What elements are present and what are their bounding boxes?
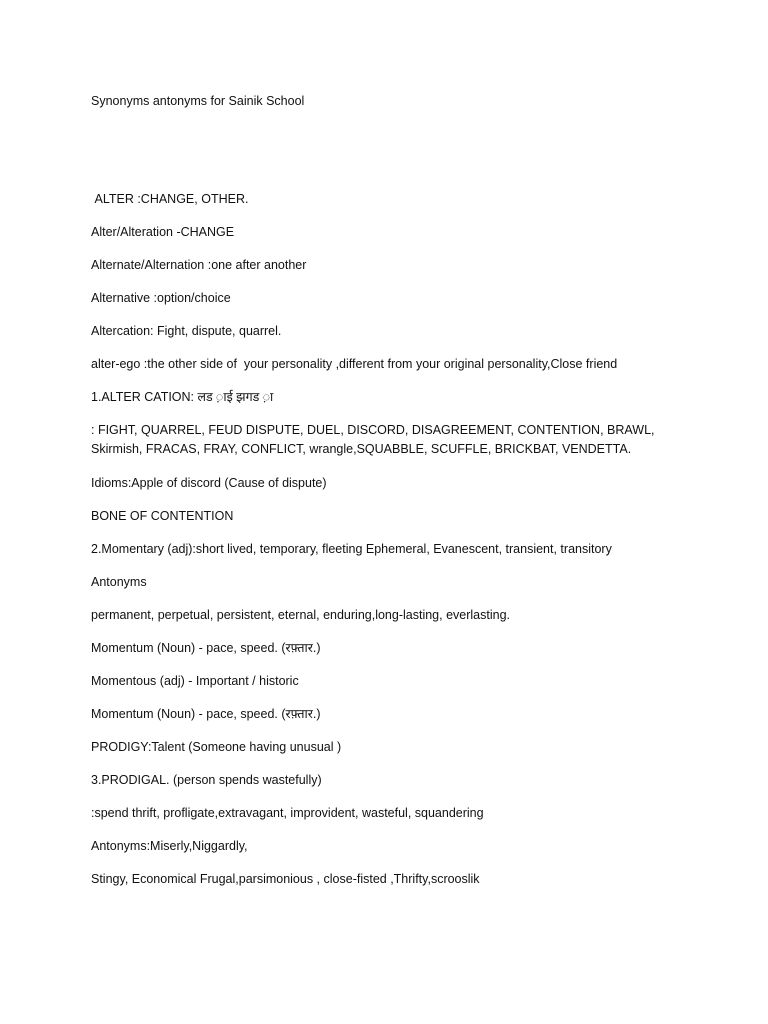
text-line-momentum-repeat: Momentum (Noun) - pace, speed. (रफ़्तार.)	[91, 707, 321, 721]
text-line-prodigal-antonyms: Antonyms:Miserly,Niggardly,	[91, 839, 248, 853]
text-line-alter-ego: alter-ego :the other side of your personality ,different from your original personality,Close friend	[91, 357, 618, 371]
text-line-alternate: Alternate/Alternation :one after another	[91, 258, 307, 272]
text-line-altercation-synonyms: : FIGHT, QUARREL, FEUD DISPUTE, DUEL, DISCORD, DISAGREEMENT, CONTENTION, BRAWL, Skirmish, FRACAS, FRAY, CONFLICT, wrangle,SQUABBLE, SCUFFLE, BRICKBAT, VENDETTA.	[91, 423, 658, 456]
text-line-alteration: Alter/Alteration -CHANGE	[91, 225, 235, 239]
text-line-altercation: Altercation: Fight, dispute, quarrel.	[91, 324, 282, 338]
text-line-stingy: Stingy, Economical Frugal,parsimonious , close-fisted ,Thrifty,scrooslik	[91, 872, 480, 886]
text-line-momentum: Momentum (Noun) - pace, speed. (रफ़्तार.)	[91, 641, 321, 655]
text-line-prodigal: 3.PRODIGAL. (person spends wastefully)	[91, 773, 322, 787]
document-title: Synonyms antonyms for Sainik School	[91, 94, 305, 108]
text-line-bone-of-contention: BONE OF CONTENTION	[91, 509, 234, 523]
text-line-alternative: Alternative :option/choice	[91, 291, 231, 305]
text-line-altercation-hindi: 1.ALTER CATION: लड ़ाई झगड ़ा	[91, 390, 274, 404]
text-line-momentary: 2.Momentary (adj):short lived, temporary, fleeting Ephemeral, Evanescent, transient, transitory	[91, 542, 612, 556]
text-line-momentary-antonyms: permanent, perpetual, persistent, eternal, enduring,long-lasting, everlasting.	[91, 608, 511, 622]
text-line-prodigal-synonyms: :spend thrift, profligate,extravagant, improvident, wasteful, squandering	[91, 806, 484, 820]
text-line-antonyms-heading: Antonyms	[91, 575, 147, 589]
text-line-idioms: Idioms:Apple of discord (Cause of dispute)	[91, 476, 327, 490]
text-line-momentous: Momentous (adj) - Important / historic	[91, 674, 299, 688]
text-line-prodigy: PRODIGY:Talent (Someone having unusual )	[91, 740, 342, 754]
text-line-alter: ALTER :CHANGE, OTHER.	[91, 192, 249, 206]
